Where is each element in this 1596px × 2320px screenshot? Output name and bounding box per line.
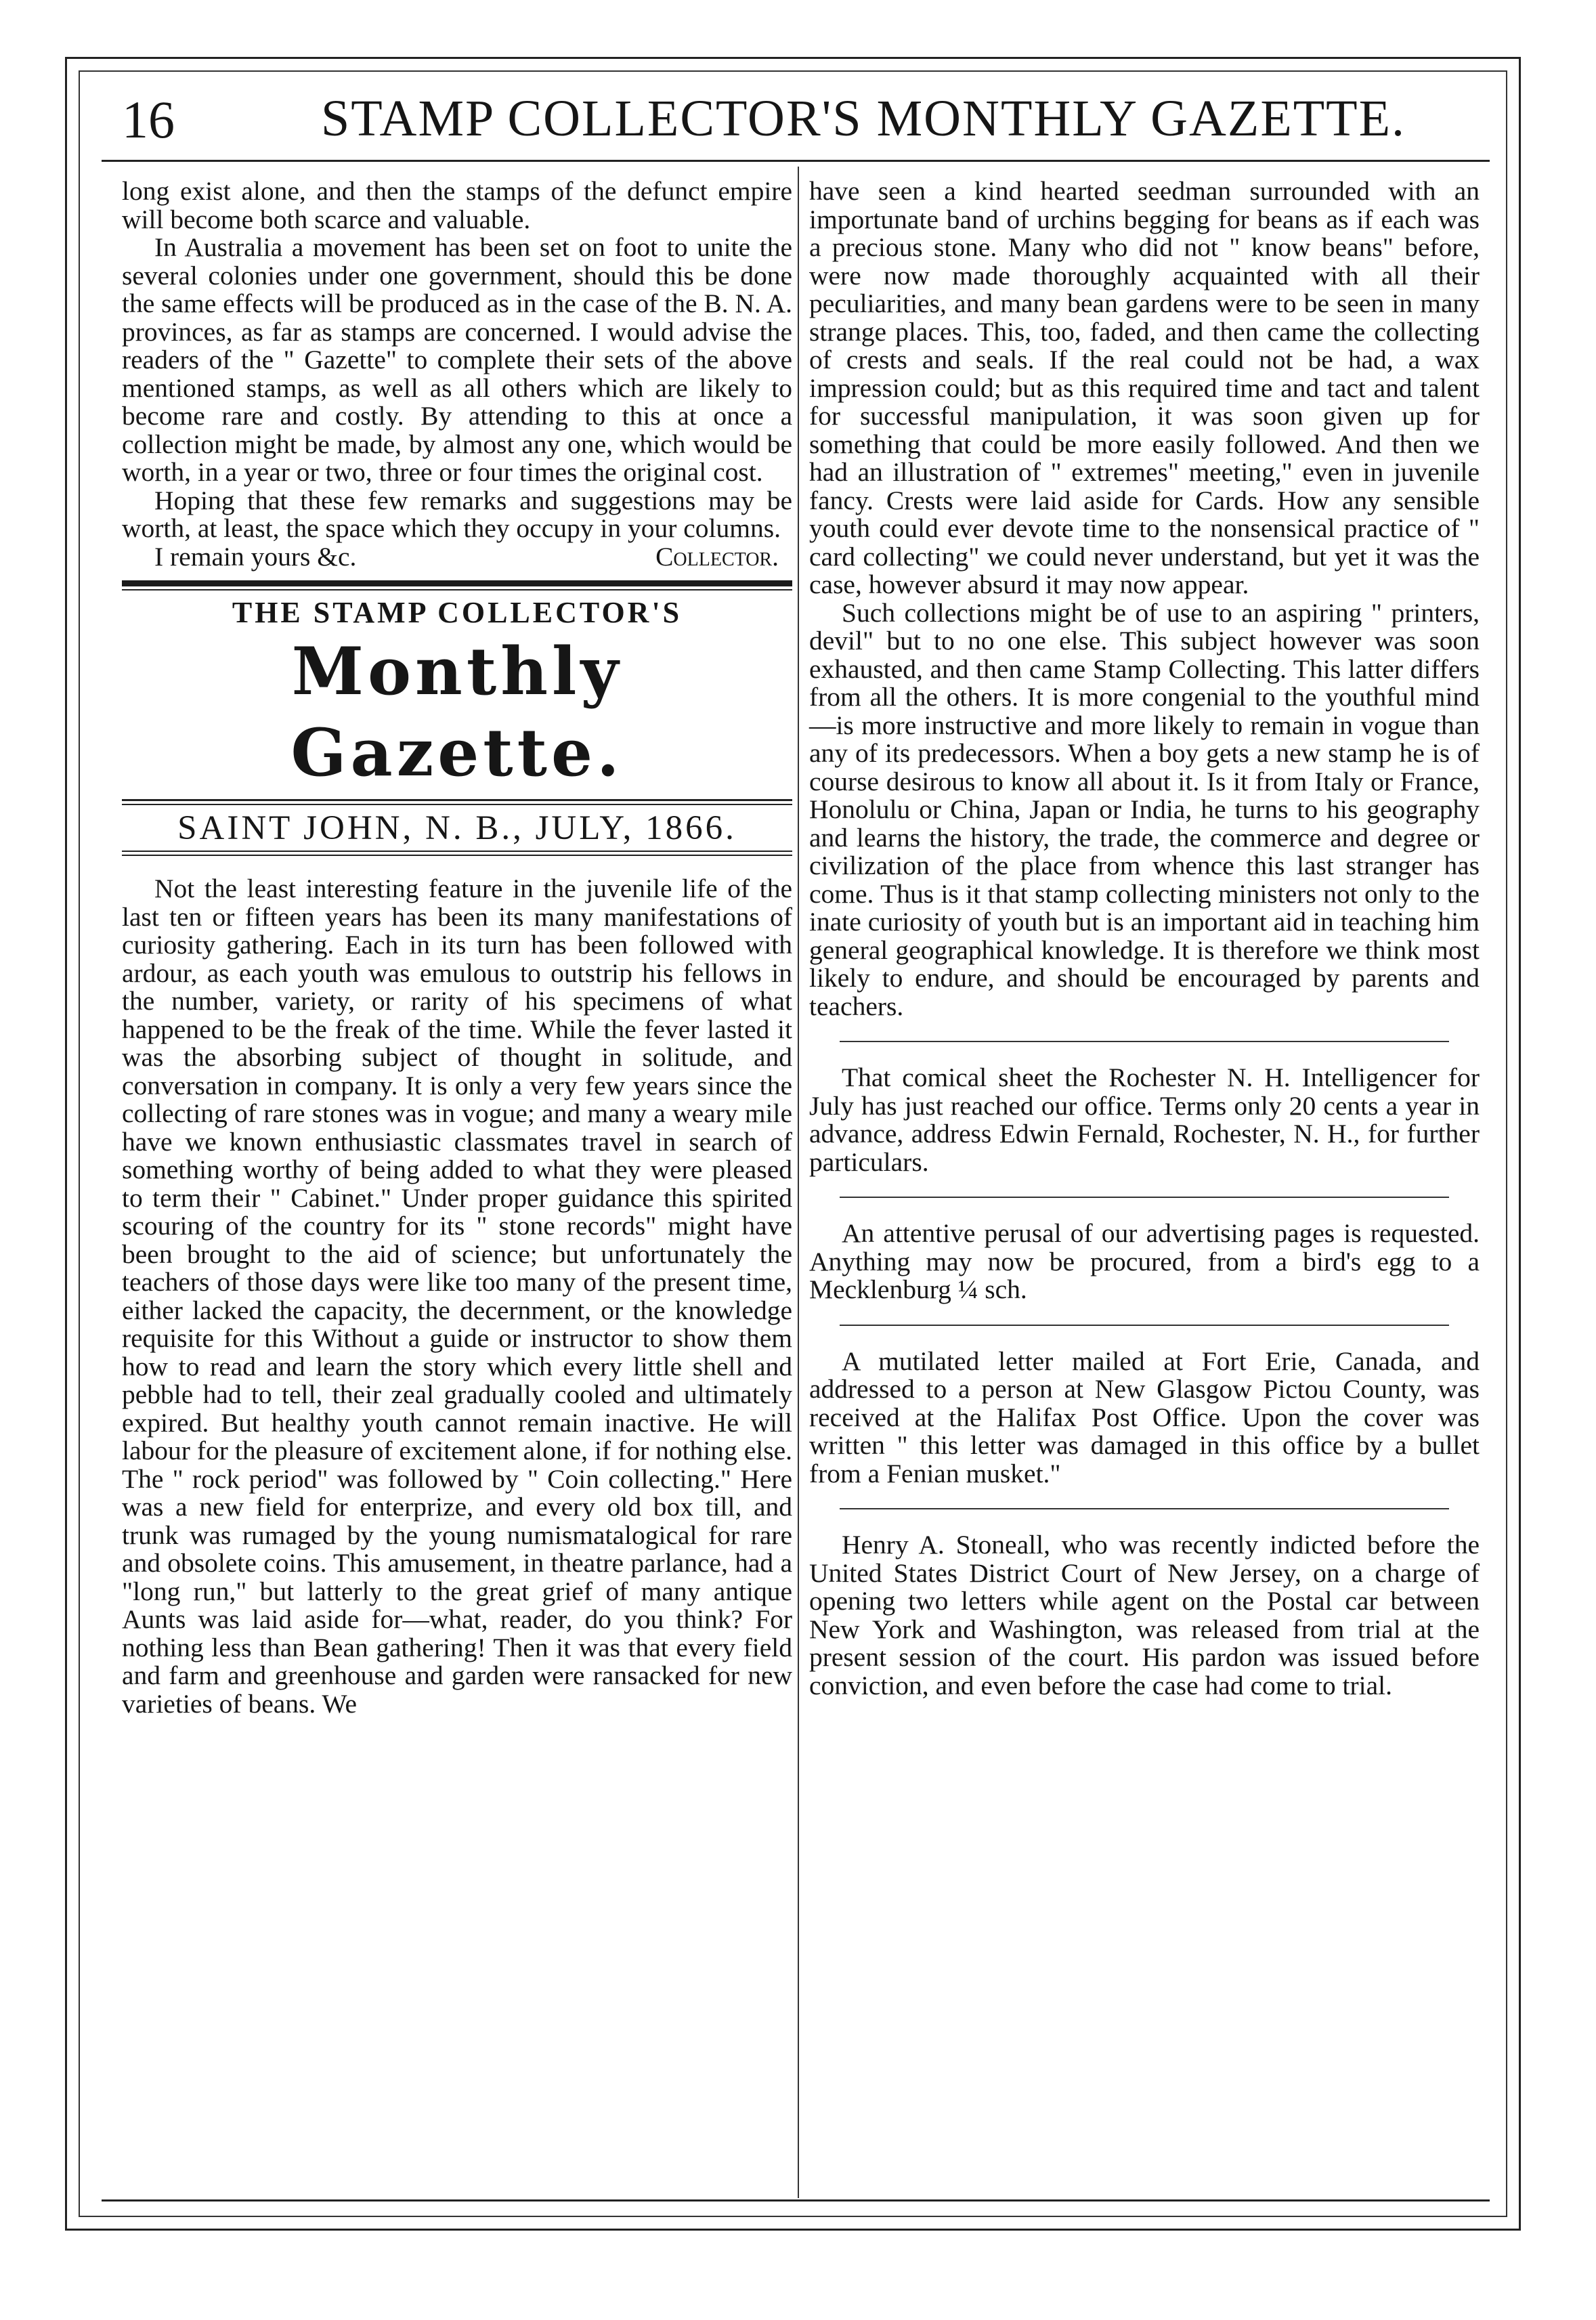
letter-signature: Collector. bbox=[655, 541, 779, 572]
masthead-rule bbox=[122, 851, 792, 852]
masthead-rule bbox=[122, 589, 792, 590]
masthead-title-line1: THE STAMP COLLECTOR'S bbox=[232, 596, 683, 629]
editorial-paragraph-2: Such collections might be of use to an aspiring " printers, devil" but to no one else. This subject however was soon exhausted, and then came Stamp Collecting. This latter differs from all the others. It is more congenial to the youthful mind—is more instructive and more likely to remain in vogue than any of its predecessors. When a boy gets a new stamp he is of course desirous to know all about it. Is it from Italy or France, Honolulu or China, Japan or India, he turns to his geography and learns the history, the trade, the commerce and degree or civilization of the place from whence this last stranger has come. Thus is it that stamp collecting ministers not only to the inate curiosity of youth but is an important aid in teaching him general geographical knowledge. It is therefore we think most likely to endure, and should be encouraged by parents and teachers. bbox=[809, 597, 1480, 1021]
letter-closing: I remain yours &c. bbox=[154, 541, 357, 572]
running-title: STAMP COLLECTOR'S MONTHLY GAZETTE. bbox=[320, 90, 1406, 147]
dateline: SAINT JOHN, N. B., JULY, 1866. bbox=[177, 809, 737, 847]
item-separator bbox=[840, 1325, 1449, 1326]
news-item-stoneall: Henry A. Stoneall, who was recently indicted before the United States District Court of New Jersey, on a charge of opening two letters while agent on the Postal car between New York and Washington, was released from trial at the present session of the court. His pardon was issued before conviction, and even before the case had come to trial. bbox=[809, 1530, 1480, 1700]
left-column bbox=[122, 177, 792, 1718]
item-separator bbox=[840, 1197, 1449, 1198]
editorial-paragraph: Not the least interesting feature in the juvenile life of the last ten or fifteen years has been its many manifestations of curiosity gathering. Each in its turn has been followed with ardour, as each youth was emulous to outstrip his fellows in the number, variety, or rarity of his specimens of what happened to be the freak of the time. While the fever lasted it was the absorbing subject of thought in solitude, and conversation in company. It is only a very few years since the collecting of rare stones was in vogue; and many a weary mile have we known enthusiastic classmates travel in search of something worthy of being added to what they were pleased to term their " Cabinet." Under proper guidance this spirited scouring of the country for its " stone records" might have been brought to the aid of science; but unfortunately the teachers of those days were like too many of the present time, either lacked the capacity, the decernment, or the knowledge requisite for this Without a guide or instructor to show them how to read and learn the story which every little shell and pebble had to tell, their zeal gradually cooled and ultimately expired. But healthy youth cannot remain inactive. He will labour for the pleasure of excitement alone, if for nothing else. The " rock period" was followed by " Coin collecting." Here was a new field for enterprize, and every old box till, and trunk was rumaged by the young numismatalogical for rare and obsolete coins. This amusement, in theatre parlance, had a "long run," but latterly to the great grief of many antique Aunts was laid aside for—what, reader, do you think? For nothing less than Bean gathering! Then it was that every field and farm and greenhouse and garden were ransacked for new varieties of beans. We bbox=[122, 874, 792, 1719]
masthead-rule bbox=[122, 855, 792, 856]
masthead-rule bbox=[122, 804, 792, 805]
letter-paragraph-1: long exist alone, and then the stamps of the defunct empire will become both scarce and valuable. bbox=[122, 176, 792, 234]
item-separator bbox=[840, 1041, 1449, 1042]
news-item-advertising: An attentive perusal of our advertising pages is requested. Anything may now be procured, from a bird's egg to a Mecklenburg ¼ sch. bbox=[809, 1218, 1480, 1304]
page-header bbox=[102, 81, 1490, 156]
news-item-fort-erie: A mutilated letter mailed at Fort Erie, Canada, and addressed to a person at New Glasgow Pictou County, was received at the Halifax Post Office. Upon the cover was written " this letter was damaged in this office by a bullet from a Fenian musket." bbox=[809, 1346, 1480, 1488]
editorial-continued: have seen a kind hearted seedman surrounded with an importunate band of urchins begging for beans as if each was a precious stone. Many who did not " know beans" before, were now made thoroughly acquainted with all their peculiarities, and many bean gardens were to be seen in many strange places. This, too, faded, and then came the collecting of crests and seals. If the real could not be had, a wax impression could; but as this required time and tact and talent for successful manipulation, it was soon given up for something that could be more easily followed. And then we had an illustration of " extremes" meeting," even in juvenile fancy. Crests were laid aside for Cards. How any sensible youth could ever devote time to the nonsensical practice of " card collecting" we could never understand, but yet it was the case, however absurd it may now appear. bbox=[809, 176, 1480, 599]
column-divider bbox=[798, 167, 799, 2198]
header-rule bbox=[102, 160, 1490, 162]
right-column bbox=[809, 177, 1480, 1700]
page-number: 16 bbox=[122, 90, 175, 149]
masthead-rule bbox=[122, 580, 792, 586]
masthead-rule bbox=[122, 799, 792, 801]
news-item-rochester: That comical sheet the Rochester N. H. Intelligencer for July has just reached our office. Terms only 20 cents a year in advance, address Edwin Fernald, Rochester, N. H., for further particulars. bbox=[809, 1062, 1480, 1177]
letter-signoff bbox=[122, 543, 792, 572]
letter-paragraph-3: Hoping that these few remarks and suggestions may be worth, at least, the space which they occupy in your columns. bbox=[122, 485, 792, 543]
masthead-title-line2: Monthly Gazette. bbox=[290, 632, 624, 791]
item-separator bbox=[840, 1508, 1449, 1509]
letter-paragraph-2: In Australia a movement has been set on foot to unite the several colonies under one government, should this be done the same effects will be produced as in the case of the B. N. A. provinces, as far as stamps are concerned. I would advise the readers of the " Gazette" to complete their sets of the above mentioned stamps, as well as all others which are likely to become rare and costly. By attending to this at once a collection might be made, by almost any one, which would be worth, in a year or two, three or four times the original cost. bbox=[122, 232, 792, 487]
bottom-rule bbox=[102, 2199, 1490, 2201]
masthead bbox=[122, 580, 792, 856]
